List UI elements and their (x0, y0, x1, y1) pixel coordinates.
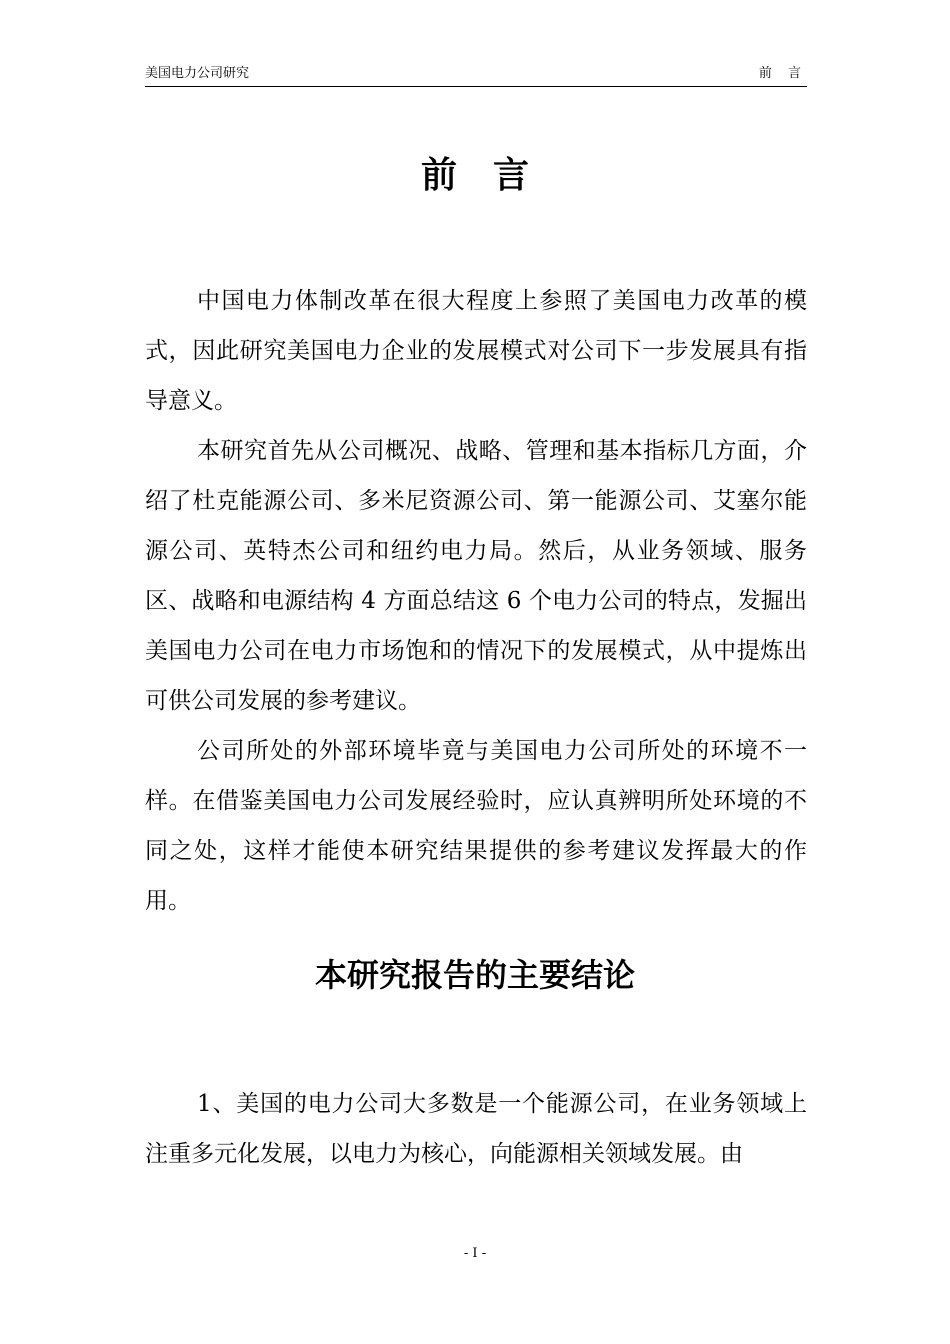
conclusion-item-1: 1、美国的电力公司大多数是一个能源公司，在业务领域上注重多元化发展，以电力为核心，向能源相关领域发展。由 (145, 1091, 807, 1167)
preface-paragraph-2: 本研究首先从公司概况、战略、管理和基本指标几方面，介绍了杜克能源公司、多米尼资源公司、第一能源公司、艾塞尔能源公司、英特杰公司和纽约电力局。然后，从业务领域、服务区、战略和电源结构 4 方面总结这 6 个电力公司的特点，发掘出美国电力公司在电力市场饱和的情况下的发展模式，从中提炼出可供公司发展的参考建议。 (145, 438, 807, 714)
page-number: - I - (463, 1246, 487, 1261)
running-header (145, 64, 807, 87)
conclusions-heading: 本研究报告的主要结论 (314, 956, 635, 994)
page-title: 前言 (420, 154, 565, 196)
header-section-title: 前 言 (758, 66, 807, 81)
preface-paragraph-3: 公司所处的外部环境毕竟与美国电力公司所处的环境不一样。在借鉴美国电力公司发展经验时，应认真辨明所处环境的不同之处，这样才能使本研究结果提供的参考建议发挥最大的作用。 (145, 738, 807, 914)
header-document-title: 美国电力公司研究 (145, 66, 250, 81)
preface-paragraph-1: 中国电力体制改革在很大程度上参照了美国电力改革的模式，因此研究美国电力企业的发展模式对公司下一步发展具有指导意义。 (145, 288, 807, 414)
